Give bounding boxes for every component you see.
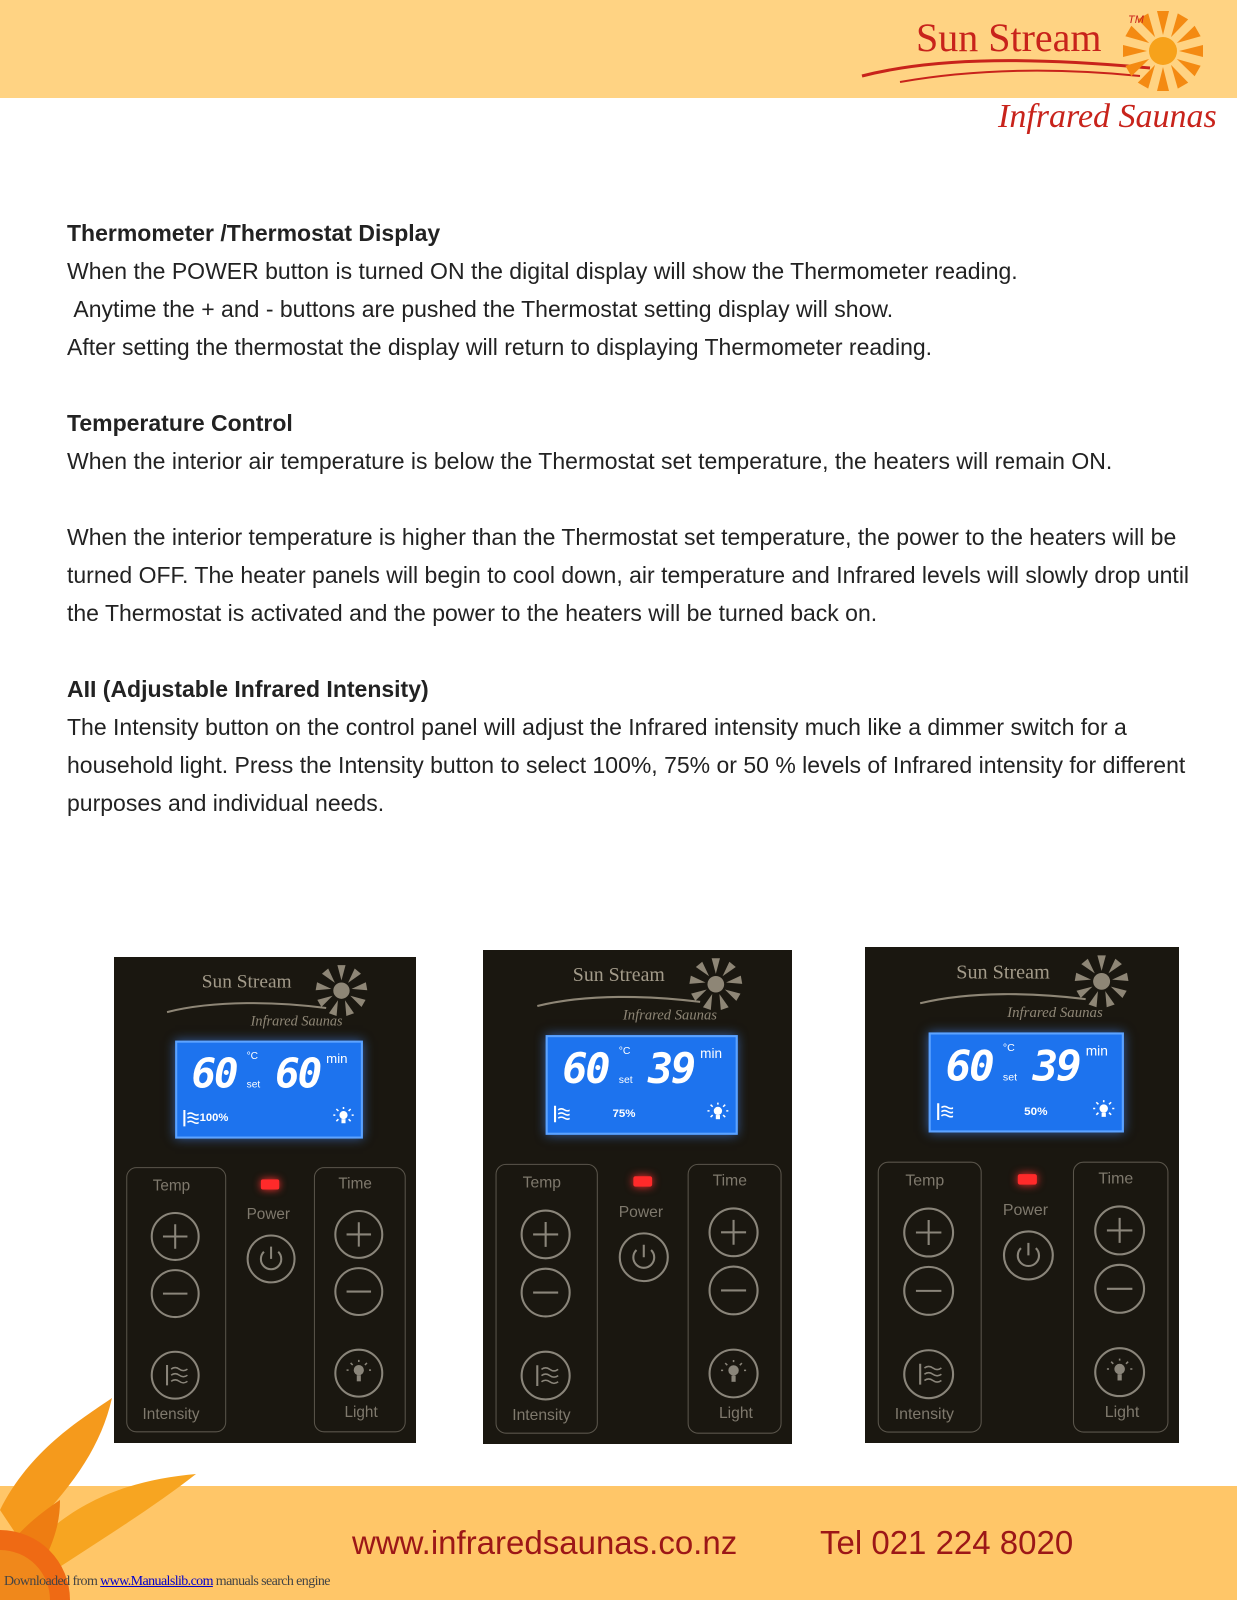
section-heading: Temperature Control — [67, 410, 293, 436]
time-minus-button[interactable] — [1094, 1264, 1145, 1314]
plus-icon — [1096, 1208, 1143, 1254]
minus-icon — [711, 1268, 757, 1314]
power-button[interactable] — [247, 1234, 296, 1283]
plus-icon — [523, 1212, 569, 1258]
intensity-label: Intensity — [142, 1405, 200, 1424]
paragraph: When the interior temperature is higher than the Thermostat set temperature, the power to the heaters will be turned OFF. The heater panels will begin to cool down, air temperature and Infrared levels will slowly drop until the Thermostat is activated and the power to the heaters will be turned back on. — [67, 524, 1190, 626]
paragraph: The Intensity button on the control panel will adjust the Infrared intensity much like a dimmer switch for a household light. Press the Intensity button to select 100%, 75% or 50 % levels of Infrared intensity for different purposes and individual needs. — [67, 714, 1186, 816]
corner-sun-icon — [0, 1390, 220, 1600]
intensity-waves-icon — [936, 1101, 953, 1122]
power-icon — [1005, 1233, 1052, 1279]
section-temperature-control — [67, 404, 1197, 632]
footer-website[interactable]: www.infraredsaunas.co.nz — [352, 1524, 738, 1561]
footer-telephone: Tel 021 224 8020 — [820, 1524, 1074, 1561]
power-led — [633, 1176, 652, 1186]
logo-trademark: TM — [1128, 14, 1144, 26]
paragraph-line: Anytime the + and - buttons are pushed the Thermostat setting display will show. — [67, 296, 894, 322]
download-prefix: Downloaded from — [4, 1574, 101, 1589]
lcd-temp-value: 60 — [562, 1045, 609, 1094]
minus-icon — [1096, 1266, 1143, 1312]
sun-stream-logo — [860, 6, 1220, 146]
light-button[interactable] — [334, 1349, 383, 1398]
power-label: Power — [618, 1203, 664, 1221]
power-label: Power — [246, 1205, 290, 1224]
manualslib-link[interactable]: www.Manualslib.com — [100, 1574, 213, 1589]
intensity-waves-icon — [182, 1108, 198, 1128]
section-aii — [67, 670, 1197, 822]
lcd-set-label: set — [246, 1079, 261, 1091]
time-label: Time — [1098, 1169, 1134, 1188]
time-plus-button[interactable] — [334, 1210, 383, 1259]
control-panel-photo-2 — [483, 950, 792, 1444]
intensity-label: Intensity — [512, 1406, 571, 1425]
intensity-waves-icon — [905, 1351, 952, 1397]
light-bulb-icon — [1092, 1099, 1115, 1122]
temp-label: Temp — [152, 1177, 191, 1195]
time-label: Time — [712, 1172, 747, 1190]
panel-brand: Sun Stream — [572, 964, 665, 987]
lcd-unit: °C — [618, 1045, 631, 1057]
lcd-min-label: min — [326, 1050, 348, 1067]
temp-plus-button[interactable] — [521, 1210, 571, 1260]
lcd-time-value: 60 — [275, 1050, 321, 1098]
plus-icon — [905, 1210, 952, 1256]
power-button[interactable] — [1003, 1230, 1054, 1280]
intensity-waves-icon — [553, 1104, 570, 1125]
light-bulb-icon — [711, 1351, 757, 1397]
temp-plus-button[interactable] — [151, 1212, 200, 1261]
light-bulb-icon — [706, 1102, 729, 1125]
light-label: Light — [718, 1404, 753, 1423]
temp-minus-button[interactable] — [903, 1266, 954, 1316]
section-heading: Thermometer /Thermostat Display — [67, 220, 441, 246]
power-led — [1018, 1174, 1037, 1184]
time-plus-button[interactable] — [709, 1207, 759, 1257]
lcd-display — [175, 1041, 363, 1139]
lcd-intensity-value: 100% — [199, 1112, 229, 1125]
lcd-intensity-value: 75% — [612, 1107, 636, 1121]
light-bulb-icon — [336, 1351, 381, 1396]
lcd-display — [546, 1035, 738, 1135]
download-suffix: manuals search engine — [212, 1574, 330, 1589]
lcd-intensity-value: 50% — [1024, 1105, 1048, 1118]
light-label: Light — [1104, 1403, 1140, 1422]
plus-icon — [153, 1214, 198, 1259]
power-icon — [621, 1234, 667, 1280]
plus-icon — [336, 1212, 381, 1257]
temp-label: Temp — [522, 1174, 561, 1192]
time-minus-button[interactable] — [709, 1266, 759, 1316]
minus-icon — [905, 1268, 952, 1314]
minus-icon — [523, 1270, 569, 1316]
lcd-min-label: min — [1085, 1042, 1108, 1059]
section-thermometer — [67, 214, 1197, 366]
power-icon — [249, 1236, 294, 1281]
lcd-set-label: set — [1002, 1072, 1018, 1084]
paragraph-line: After setting the thermostat the display will return to displaying Thermometer reading. — [67, 334, 933, 360]
lcd-set-label: set — [618, 1074, 633, 1086]
control-panel-photo-1 — [114, 957, 416, 1443]
logo-subtitle: Infrared Saunas — [998, 98, 1217, 135]
lcd-temp-value: 60 — [945, 1042, 993, 1091]
document-body — [67, 214, 1197, 860]
minus-icon — [336, 1269, 381, 1314]
paragraph-line: When the POWER button is turned ON the digital display will show the Thermometer reading. — [67, 258, 1018, 284]
section-heading: AII (Adjustable Infrared Intensity) — [67, 676, 429, 702]
light-button[interactable] — [709, 1349, 759, 1399]
lcd-time-value: 39 — [1032, 1042, 1080, 1091]
time-minus-button[interactable] — [334, 1267, 383, 1316]
lcd-time-value: 39 — [647, 1045, 695, 1094]
intensity-button[interactable] — [903, 1349, 954, 1399]
panel-brand-sub: Infrared Saunas — [1007, 1005, 1103, 1021]
intensity-waves-icon — [523, 1353, 569, 1399]
power-led — [261, 1179, 279, 1189]
lcd-display — [929, 1032, 1124, 1132]
intensity-button[interactable] — [521, 1351, 571, 1401]
panel-sun-icon — [688, 956, 744, 1012]
time-label: Time — [338, 1175, 372, 1193]
temp-label: Temp — [905, 1172, 945, 1190]
temp-minus-button[interactable] — [151, 1269, 200, 1318]
panel-brand-sub: Infrared Saunas — [250, 1014, 343, 1030]
minus-icon — [153, 1271, 198, 1316]
light-label: Light — [344, 1403, 378, 1422]
light-bulb-icon — [1096, 1349, 1143, 1395]
power-label: Power — [1002, 1201, 1049, 1219]
download-notice — [4, 1574, 330, 1590]
temp-minus-button[interactable] — [521, 1268, 571, 1318]
control-panel-photo-3 — [865, 947, 1179, 1443]
intensity-label: Intensity — [894, 1405, 954, 1424]
lcd-unit: °C — [1002, 1042, 1015, 1055]
panel-sun-icon — [1073, 953, 1130, 1009]
light-bulb-icon — [332, 1106, 354, 1128]
power-button[interactable] — [619, 1232, 669, 1282]
lcd-min-label: min — [700, 1045, 723, 1062]
light-button[interactable] — [1094, 1347, 1145, 1397]
panel-brand-sub: Infrared Saunas — [622, 1008, 717, 1024]
logo-name: Sun Stream — [916, 15, 1102, 60]
temp-plus-button[interactable] — [903, 1208, 954, 1258]
panel-brand: Sun Stream — [956, 961, 1050, 984]
panel-sun-icon — [314, 963, 369, 1018]
panel-brand: Sun Stream — [201, 971, 292, 993]
time-plus-button[interactable] — [1094, 1205, 1145, 1255]
lcd-temp-value: 60 — [191, 1050, 237, 1098]
paragraph: When the interior air temperature is below the Thermostat set temperature, the heaters will remain ON. — [67, 448, 1113, 474]
plus-icon — [711, 1210, 757, 1256]
lcd-unit: °C — [246, 1050, 259, 1063]
